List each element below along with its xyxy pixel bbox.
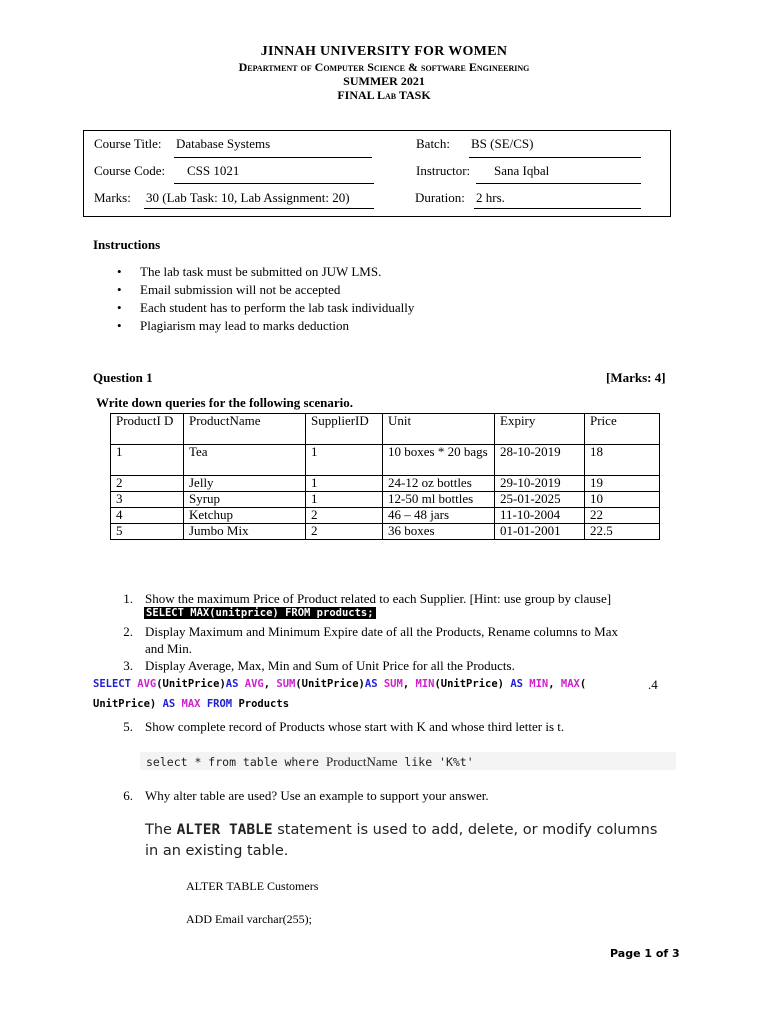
task-1-number: 1. xyxy=(123,591,133,606)
table-cell: 10 boxes * 20 bags xyxy=(383,445,495,476)
task-6-code-line1: ALTER TABLE Customers xyxy=(186,879,319,893)
task-3-sql-line1 xyxy=(93,678,586,690)
table-row xyxy=(111,492,660,508)
table-cell: 22.5 xyxy=(585,524,660,540)
course-title-value: Database Systems xyxy=(176,136,271,151)
course-title-underline xyxy=(174,157,372,158)
task-4-number: .4 xyxy=(648,677,658,692)
header-cell: ProductName xyxy=(184,414,306,445)
sql-function: SUM xyxy=(276,678,296,690)
duration-underline xyxy=(474,208,641,209)
sql-function: MAX xyxy=(560,678,580,690)
table-cell: 2 xyxy=(111,476,184,492)
course-title-label: Course Title: xyxy=(94,136,162,151)
batch-underline xyxy=(469,157,641,158)
header-cell: Price xyxy=(585,414,660,445)
header-cell: Unit xyxy=(383,414,495,445)
batch-value: BS (SE/CS) xyxy=(471,136,534,151)
session: SUMMER 2021 xyxy=(343,74,425,88)
table-cell: 36 boxes xyxy=(383,524,495,540)
marks-label: Marks: xyxy=(94,190,131,205)
sql-text: , xyxy=(402,678,416,690)
duration-label: Duration: xyxy=(415,190,465,205)
marks-underline xyxy=(144,208,374,209)
course-code-label: Course Code: xyxy=(94,163,166,178)
question-title: Question 1 xyxy=(93,370,153,385)
university-name: JINNAH UNIVERSITY FOR WOMEN xyxy=(260,44,508,59)
product-table xyxy=(110,413,660,540)
sql-text: , xyxy=(548,678,561,690)
instruction-item: • The lab task must be submitted on JUW LMS. xyxy=(117,263,414,281)
table-row xyxy=(111,508,660,524)
table-cell: 46 – 48 jars xyxy=(383,508,495,524)
sql-keyword: AS xyxy=(364,678,384,690)
sql-alias: AVG xyxy=(244,678,264,690)
task-3-sql-line2 xyxy=(93,698,289,710)
sql-alias: MAX xyxy=(181,698,201,710)
table-cell: 1 xyxy=(306,445,383,476)
instructor-value: Sana Iqbal xyxy=(494,163,550,178)
instruction-item: • Email submission will not be accepted xyxy=(117,281,414,299)
question-marks: [Marks: 4] xyxy=(606,370,666,385)
table-cell: 28-10-2019 xyxy=(495,445,585,476)
task-1-answer-code: SELECT MAX(unitprice) FROM products; xyxy=(146,607,374,619)
task-5-code xyxy=(146,754,474,770)
table-header-row xyxy=(111,414,660,445)
sql-function: AVG xyxy=(137,678,157,690)
table-cell: 3 xyxy=(111,492,184,508)
sql-text: (UnitPrice) xyxy=(156,678,226,690)
table-cell: Tea xyxy=(184,445,306,476)
sql-keyword: AS xyxy=(510,678,530,690)
table-cell: Jumbo Mix xyxy=(184,524,306,540)
table-row xyxy=(111,524,660,540)
answer-text: The xyxy=(145,822,177,838)
table-cell: 19 xyxy=(585,476,660,492)
task-5-number: 5. xyxy=(123,719,133,734)
course-code-value: CSS 1021 xyxy=(187,163,240,178)
code-text: select * from table where xyxy=(146,755,327,769)
table-row xyxy=(111,445,660,476)
table-cell: 25-01-2025 xyxy=(495,492,585,508)
sql-text: UnitPrice xyxy=(93,698,150,710)
table-cell: Jelly xyxy=(184,476,306,492)
answer-keyword: ALTER TABLE xyxy=(176,822,273,838)
sql-alias: MIN xyxy=(529,678,549,690)
task-2-text-line2: and Min. xyxy=(145,641,192,656)
table-cell: Ketchup xyxy=(184,508,306,524)
table-cell: 1 xyxy=(306,492,383,508)
page-number: Page 1 of 3 xyxy=(610,947,680,960)
sql-alias: SUM xyxy=(383,678,403,690)
sql-text: (UnitPrice) xyxy=(295,678,365,690)
task-2-number: 2. xyxy=(123,624,133,639)
task-6-answer-line1 xyxy=(145,820,657,841)
table-row xyxy=(111,476,660,492)
sql-text: (UnitPrice) xyxy=(434,678,511,690)
instruction-item: • Plagiarism may lead to marks deduction xyxy=(117,317,414,335)
instruction-item: • Each student has to perform the lab task individually xyxy=(117,299,414,317)
sql-text: , xyxy=(263,678,277,690)
sql-keyword: AS xyxy=(225,678,245,690)
table-cell: 01-01-2001 xyxy=(495,524,585,540)
header-cell: ProductI D xyxy=(111,414,184,445)
sql-table: Products xyxy=(238,698,290,710)
table-cell: 11-10-2004 xyxy=(495,508,585,524)
task-5-text: Show complete record of Products whose start with K and whose third letter is t. xyxy=(145,719,565,734)
table-cell: 18 xyxy=(585,445,660,476)
task-title: FINAL Lab TASK xyxy=(337,88,431,102)
department-name: Department of Computer Science & software Engineering xyxy=(238,60,530,74)
table-cell: 2 xyxy=(306,524,383,540)
instructions-heading: Instructions xyxy=(93,237,161,252)
answer-text: statement is used to add, delete, or modify columns xyxy=(272,822,658,838)
table-cell: 4 xyxy=(111,508,184,524)
marks-value: 30 (Lab Task: 10, Lab Assignment: 20) xyxy=(146,190,350,205)
task-3-number: 3. xyxy=(123,658,133,673)
duration-value: 2 hrs. xyxy=(476,190,505,205)
table-cell: 29-10-2019 xyxy=(495,476,585,492)
sql-keyword: SELECT xyxy=(93,678,138,690)
code-text: like 'K%t' xyxy=(397,755,474,769)
task-6-text: Why alter table are used? Use an example to support your answer. xyxy=(145,788,489,803)
table-cell: 1 xyxy=(306,476,383,492)
header-cell: Expiry xyxy=(495,414,585,445)
table-cell: 2 xyxy=(306,508,383,524)
table-cell: 1 xyxy=(111,445,184,476)
table-cell: Syrup xyxy=(184,492,306,508)
course-info-box xyxy=(83,130,671,217)
table-cell: 10 xyxy=(585,492,660,508)
instructions-list xyxy=(117,263,414,335)
question-prompt: Write down queries for the following scenario. xyxy=(96,395,353,410)
task-1-text: Show the maximum Price of Product related to each Supplier. [Hint: use group by clause] xyxy=(145,591,612,606)
table-cell: 22 xyxy=(585,508,660,524)
sql-function: MIN xyxy=(415,678,435,690)
course-code-underline xyxy=(174,183,374,184)
sql-text: ( xyxy=(579,678,587,690)
task-6-code-line2: ADD Email varchar(255); xyxy=(186,912,312,926)
table-cell: 5 xyxy=(111,524,184,540)
code-column: ProductName xyxy=(326,754,398,769)
instructor-underline xyxy=(476,183,641,184)
sql-keyword: AS xyxy=(162,698,182,710)
table-cell: 12-50 ml bottles xyxy=(383,492,495,508)
table-cell: 24-12 oz bottles xyxy=(383,476,495,492)
task-3-text: Display Average, Max, Min and Sum of Unit Price for all the Products. xyxy=(145,658,515,673)
task-2-text-line1: Display Maximum and Minimum Expire date of all the Products, Rename columns to Max xyxy=(145,624,618,639)
sql-text: ) xyxy=(149,698,163,710)
header-cell: SupplierID xyxy=(306,414,383,445)
sql-keyword: FROM xyxy=(200,698,239,710)
task-6-number: 6. xyxy=(123,788,133,803)
instructor-label: Instructor: xyxy=(416,163,471,178)
batch-label: Batch: xyxy=(416,136,450,151)
task-6-answer-line2: in an existing table. xyxy=(145,843,289,859)
